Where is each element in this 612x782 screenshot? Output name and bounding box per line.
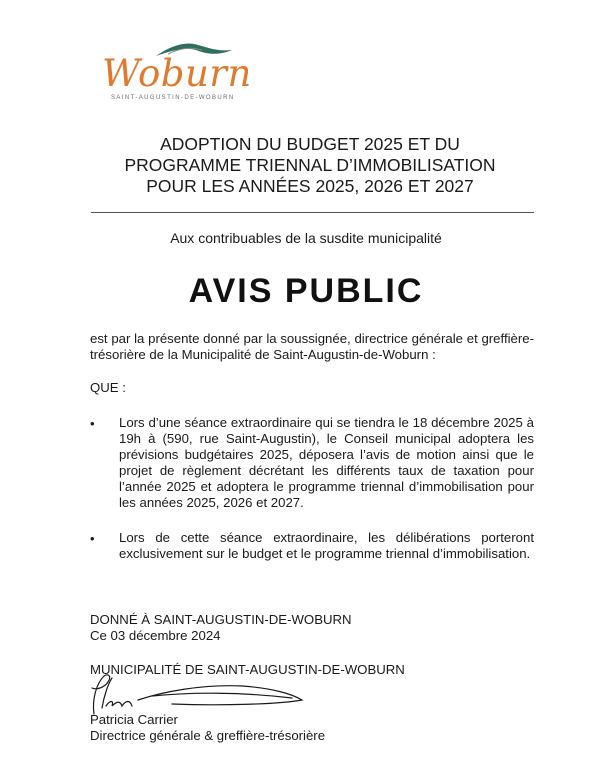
date-line: Ce 03 décembre 2024 bbox=[90, 628, 221, 643]
bullet-item-deliberations: Lors de cette séance extraordinaire, les délibérations porteront exclusivement sur le budget et le programme triennal d’immobilisation. bbox=[119, 530, 534, 561]
logo-wordmark: Woburn bbox=[102, 52, 252, 95]
recipient-line: Aux contribuables de la susdite municipalité bbox=[170, 230, 442, 246]
title-divider bbox=[91, 212, 534, 213]
title-line-3: POUR LES ANNÉES 2025, 2026 ET 2027 bbox=[146, 176, 474, 196]
document-title bbox=[60, 134, 560, 197]
intro-paragraph: est par la présente donné par la soussignée, directrice générale et greffière-trésorière de la Municipalité de Saint-Augustin-de-Woburn : bbox=[90, 331, 534, 362]
signer-title: Directrice générale & greffière-trésorière bbox=[90, 728, 326, 743]
signer-name: Patricia Carrier bbox=[90, 712, 178, 727]
municipality-line: MUNICIPALITÉ DE SAINT-AUGUSTIN-DE-WOBURN bbox=[90, 662, 405, 677]
que-label: QUE : bbox=[90, 380, 126, 395]
bullet-item-meeting: Lors d’une séance extraordinaire qui se tiendra le 18 décembre 2025 à 19h à (590, rue Saint-Augustin), le Conseil municipal adoptera les prévisions budgétaires 2025, déposera l’avis de motion ainsi que le projet de règlement décrétant les différents taux de taxation pour l’année 2025 et adoptera le programme triennal d’immobilisation pour les années 2025, 2026 et 2027. bbox=[119, 415, 534, 510]
notice-heading: AVIS PUBLIC bbox=[188, 272, 424, 310]
title-line-2: PROGRAMME TRIENNAL D’IMMOBILISATION bbox=[124, 155, 496, 175]
title-line-1: ADOPTION DU BUDGET 2025 ET DU bbox=[160, 134, 460, 154]
given-at-line: DONNÉ À SAINT-AUGUSTIN-DE-WOBURN bbox=[90, 612, 352, 627]
logo-subtitle: SAINT-AUGUSTIN-DE-WOBURN bbox=[111, 95, 235, 101]
bullet-icon: • bbox=[90, 531, 95, 546]
woburn-logo bbox=[98, 38, 258, 106]
bullet-icon: • bbox=[90, 416, 95, 431]
